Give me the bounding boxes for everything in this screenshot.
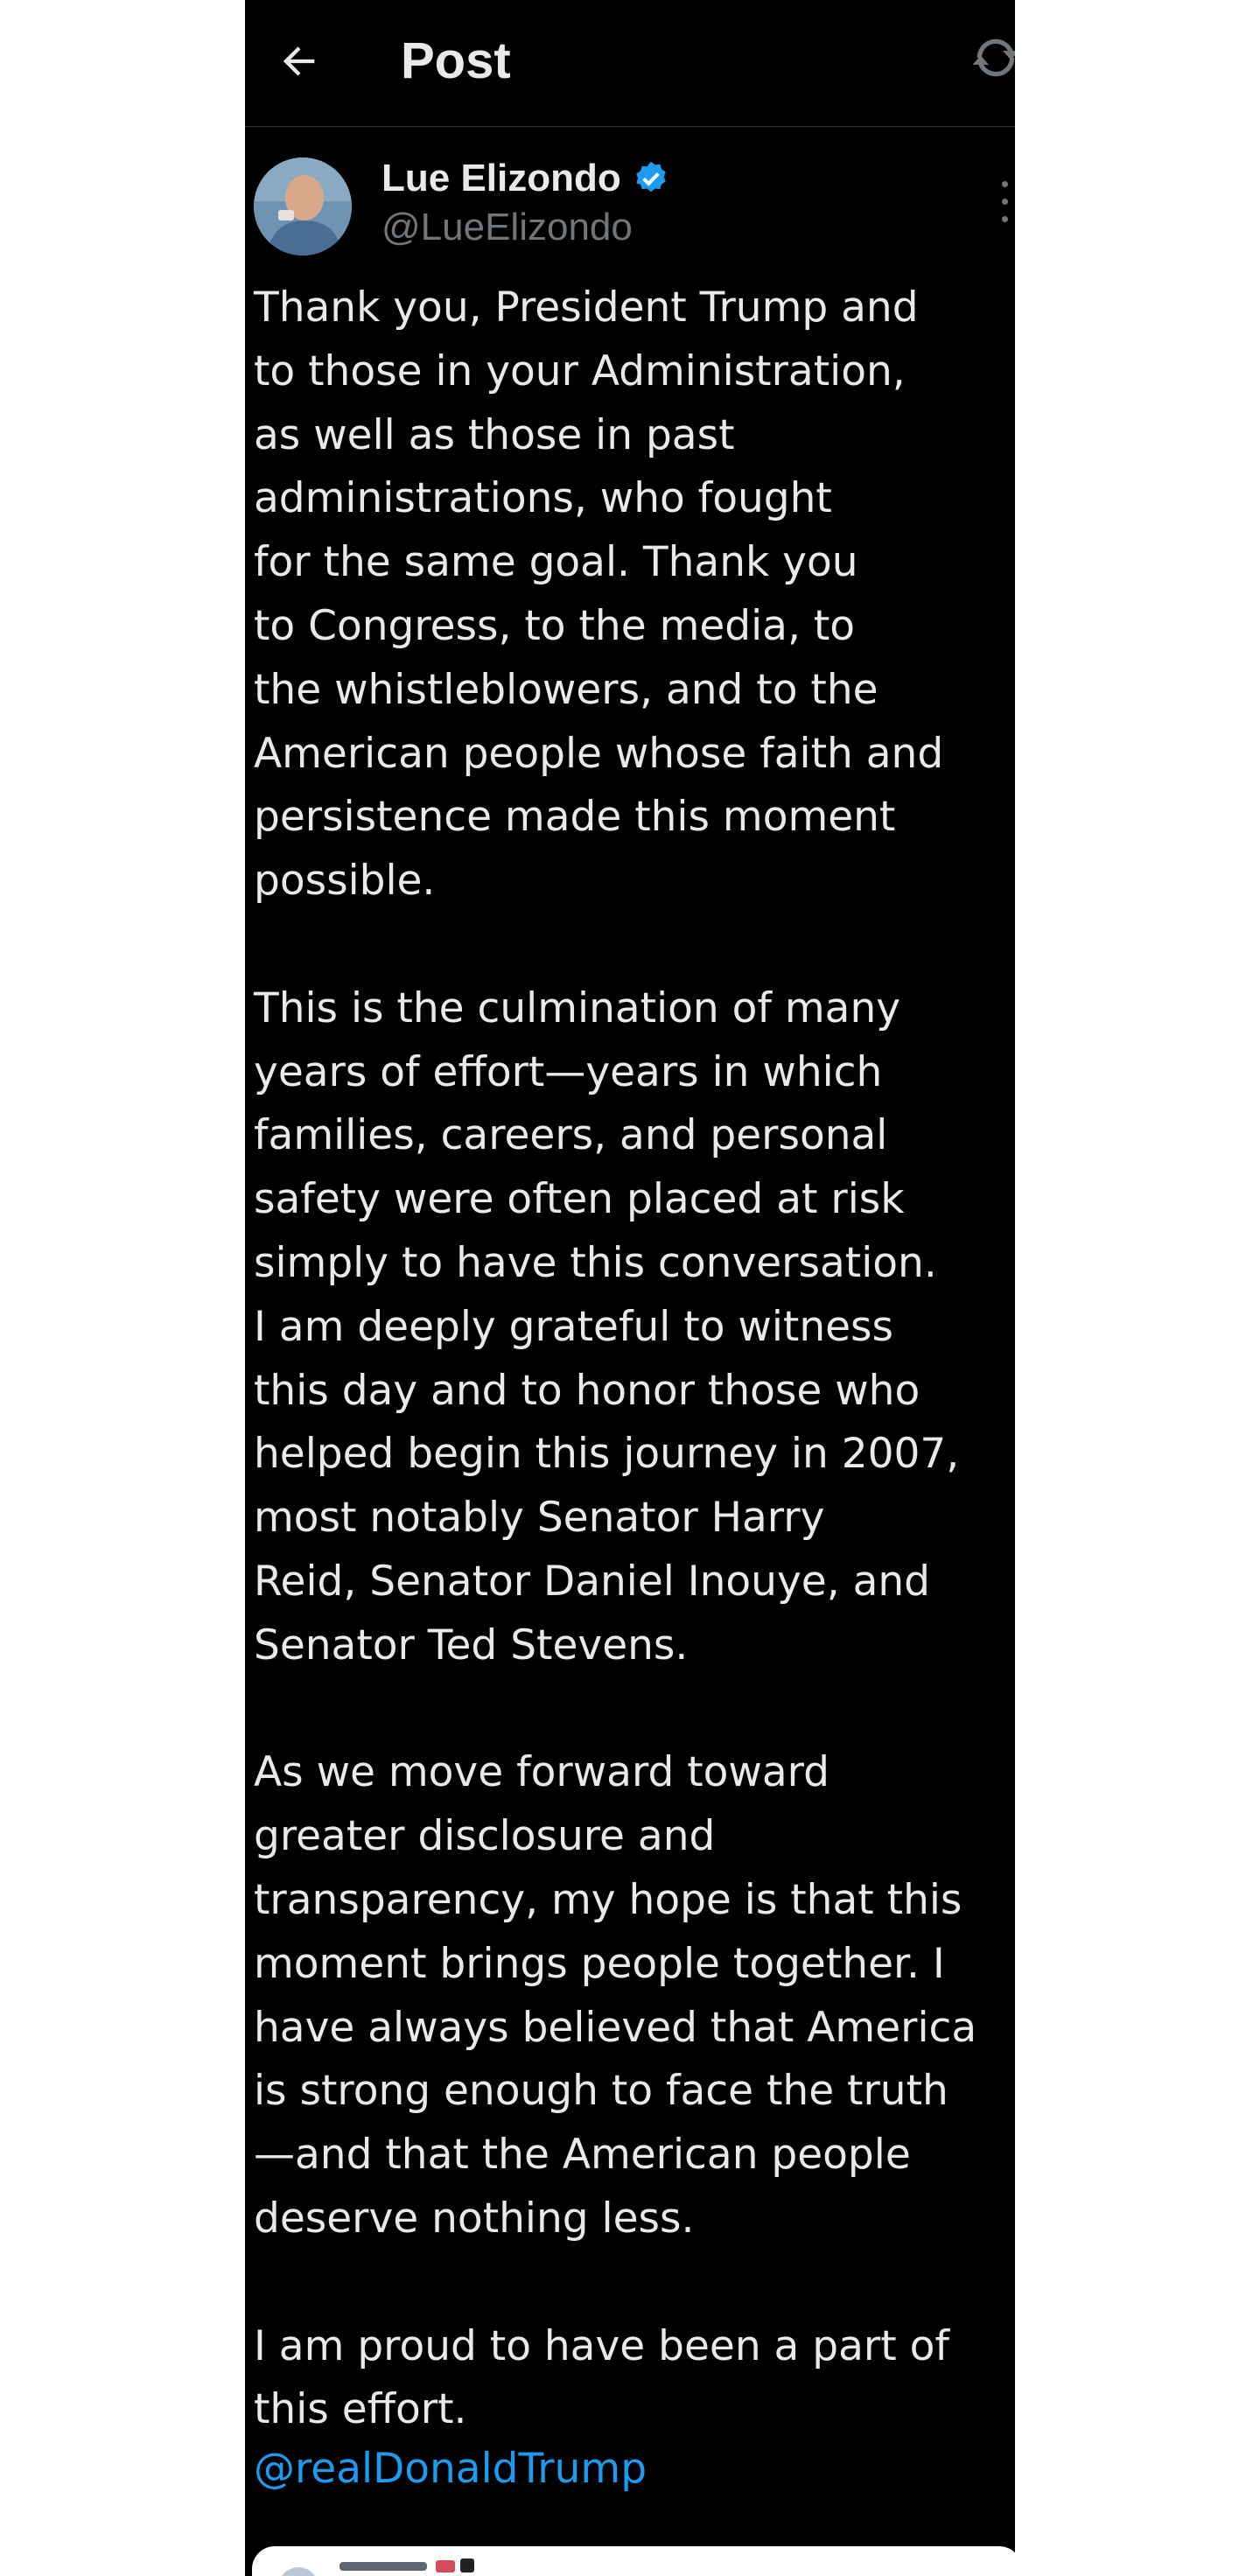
mention-link[interactable]: @realDonaldTrump (254, 2445, 648, 2493)
author-name[interactable]: Lue Elizondo (382, 157, 621, 200)
post-author (254, 154, 1006, 262)
post-screen (245, 0, 1015, 2576)
top-app-bar (245, 0, 1015, 127)
badge-icon (460, 2558, 474, 2572)
flag-icon (436, 2560, 455, 2572)
page-title: Post (401, 32, 511, 89)
avatar-image (254, 158, 352, 256)
back-button[interactable] (264, 26, 334, 96)
arrow-left-icon (276, 38, 322, 84)
quoted-author-name (340, 2562, 427, 2571)
verified-badge-icon (632, 159, 670, 198)
quoted-post-card[interactable] (252, 2546, 1015, 2576)
more-options-button[interactable] (998, 175, 1012, 228)
author-handle[interactable]: @LueElizondo (382, 206, 633, 248)
post-text: Thank you, President Trump and to those in your Administration, as well as those in past administrations, who fought for the same goal. Thank you to Congress, to the media, to the whistleblowers, and to the American people whose faith and persistence made this moment possible. This is the culmination of many years of effort—years in which families, careers, and personal safety were often placed at risk simply to have this conversation. I am deeply grateful to witness this day and to honor those who helped begin this journey in 2007, most notably Senator Harry Reid, Senator Daniel Inouye, and Senator Ted Stevens. As we move forward toward greater disclosure and transparency, my hope is that this moment brings people together. I have always believed that America is strong enough to face the truth —and that the American people deserve nothing less. I am proud to have been a part of this effort. (254, 284, 977, 2434)
more-dots-icon (1002, 181, 1008, 187)
author-name-row (382, 154, 670, 203)
avatar[interactable] (254, 158, 352, 256)
refresh-icon[interactable] (968, 30, 1015, 86)
quoted-avatar (278, 2567, 318, 2576)
